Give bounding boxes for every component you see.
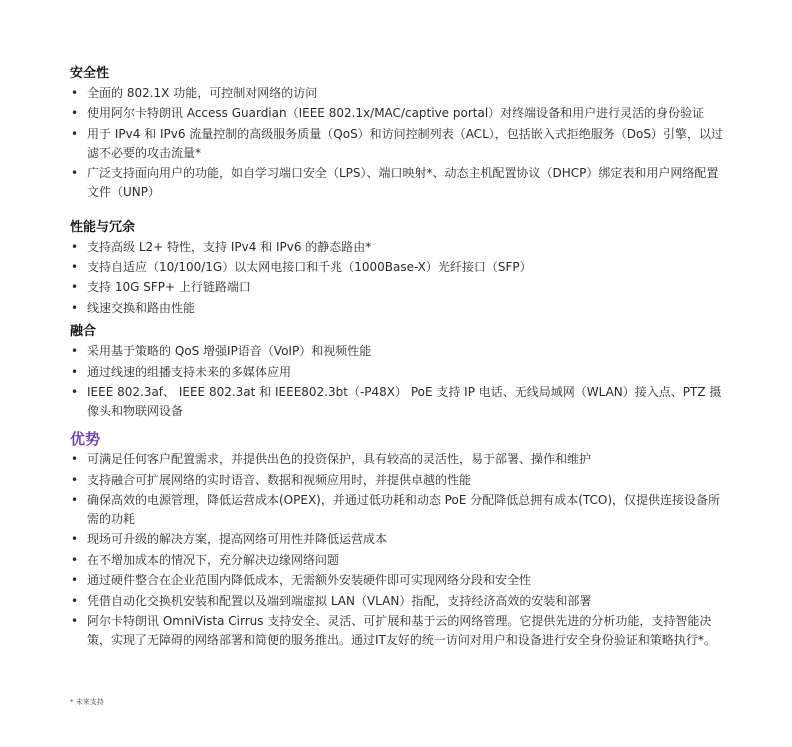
bullet-icon: •	[71, 280, 79, 295]
convergence-list	[70, 342, 730, 421]
list-item	[70, 592, 730, 611]
list-item-text: 可满足任何客户配置需求，并提供出色的投资保护，具有较高的灵活性，易于部署、操作和维护	[87, 452, 592, 467]
list-item	[70, 342, 730, 361]
list-item	[70, 491, 730, 529]
section-title-convergence: 融合	[70, 324, 97, 340]
list-item-text: 凭借自动化交换机安装和配置以及端到端虚拟 LAN（VLAN）指配，支持经济高效的安装和部署	[87, 593, 592, 608]
bullet-icon: •	[71, 239, 79, 254]
list-item	[70, 551, 730, 570]
list-item	[70, 471, 730, 490]
list-item	[70, 104, 730, 123]
bullet-icon: •	[71, 452, 79, 467]
list-item	[70, 383, 730, 421]
bullet-icon: •	[71, 106, 79, 121]
list-item	[70, 125, 730, 163]
bullet-icon: •	[71, 472, 79, 487]
performance-list	[70, 238, 730, 318]
list-item-text: 确保高效的电源管理，降低运营成本(OPEX)，并通过低功耗和动态 PoE 分配降低总拥有成本(TCO)，仅提供连接设备所需的功耗	[87, 493, 721, 527]
list-item-text: 支持高级 L2+ 特性，支持 IPv4 和 IPv6 的静态路由*	[87, 239, 372, 254]
bullet-icon: •	[71, 532, 79, 547]
list-item-text: 通过硬件整合在企业范围内降低成本，无需额外安装硬件即可实现网络分段和安全性	[87, 573, 532, 588]
bullet-icon: •	[71, 573, 79, 588]
bullet-icon: •	[71, 364, 79, 379]
list-item	[70, 363, 730, 382]
list-item-text: 全面的 802.1X 功能，可控制对网络的访问	[87, 86, 318, 100]
list-item-text: 使用阿尔卡特朗讯 Access Guardian（IEEE 802.1x/MAC/captive portal）对终端设备和用户进行灵活的身份验证	[87, 106, 705, 121]
bullet-icon: •	[71, 166, 79, 181]
list-item	[70, 258, 730, 277]
list-item	[70, 278, 730, 297]
list-item-text: 广泛支持面向用户的功能，如自学习端口安全（LPS）、端口映射*、动态主机配置协议（DHCP）绑定表和用户网络配置文件（UNP）	[87, 166, 719, 200]
list-item-text: 支持融合可扩展网络的实时语音、数据和视频应用时，并提供卓越的性能	[87, 472, 472, 487]
section-title-performance: 性能与冗余	[70, 219, 136, 235]
list-item-text: 通过线速的组播支持未来的多媒体应用	[87, 364, 292, 379]
list-item	[70, 299, 730, 318]
list-item-text: 现场可升级的解决方案，提高网络可用性并降低运营成本	[87, 532, 388, 547]
list-item-text: 阿尔卡特朗讯 OmniVista Cirrus 支持安全、灵活、可扩展和基于云的网络管理。它提供先进的分析功能，支持智能决策，实现了无障碍的网络部署和简便的服务推出。通过IT友好的统一访问对用户和设备进行安全身份验证和策略执行*。	[87, 614, 716, 648]
list-item-text: 在不增加成本的情况下，充分解决边缘网络问题	[87, 552, 340, 567]
list-item	[70, 571, 730, 590]
list-item	[70, 238, 730, 257]
list-item-text: IEEE 802.3af、 IEEE 802.3at 和 IEEE802.3bt（-P48X） PoE 支持 IP 电话、无线局域网（WLAN）接入点、PTZ 摄像头和物联网设备	[87, 384, 722, 418]
list-item	[70, 530, 730, 549]
list-item	[70, 612, 730, 650]
bullet-icon: •	[71, 593, 79, 608]
bullet-icon: •	[71, 614, 79, 629]
list-item	[70, 164, 730, 202]
bullet-icon: •	[71, 300, 79, 315]
list-item-text: 线速交换和路由性能	[87, 300, 196, 315]
bullet-icon: •	[71, 344, 79, 359]
bullet-icon: •	[71, 552, 79, 567]
list-item-text: 采用基于策略的 QoS 增强IP语音（VoIP）和视频性能	[87, 344, 372, 359]
bullet-icon: •	[71, 126, 79, 141]
bullet-icon: •	[71, 259, 79, 274]
bullet-icon: •	[71, 384, 79, 399]
advantages-list	[70, 450, 730, 650]
bullet-icon: •	[71, 493, 79, 508]
security-list	[70, 84, 730, 202]
list-item	[70, 84, 730, 103]
section-title-security: 安全性	[70, 66, 110, 81]
list-item	[70, 450, 730, 469]
footnote: * 未来支持	[70, 698, 104, 706]
list-item-text: 支持自适应（10/100/1G）以太网电接口和千兆（1000Base-X）光纤接口（SFP）	[87, 259, 532, 274]
bullet-icon: •	[71, 86, 79, 100]
document-page	[70, 64, 730, 651]
list-item-text: 支持 10G SFP+ 上行链路端口	[87, 280, 251, 295]
section-title-advantages: 优势	[70, 430, 101, 449]
list-item-text: 用于 IPv4 和 IPv6 流量控制的高级服务质量（QoS）和访问控制列表（ACL），包括嵌入式拒绝服务（DoS）引擎，以过滤不必要的攻击流量*	[87, 126, 723, 160]
